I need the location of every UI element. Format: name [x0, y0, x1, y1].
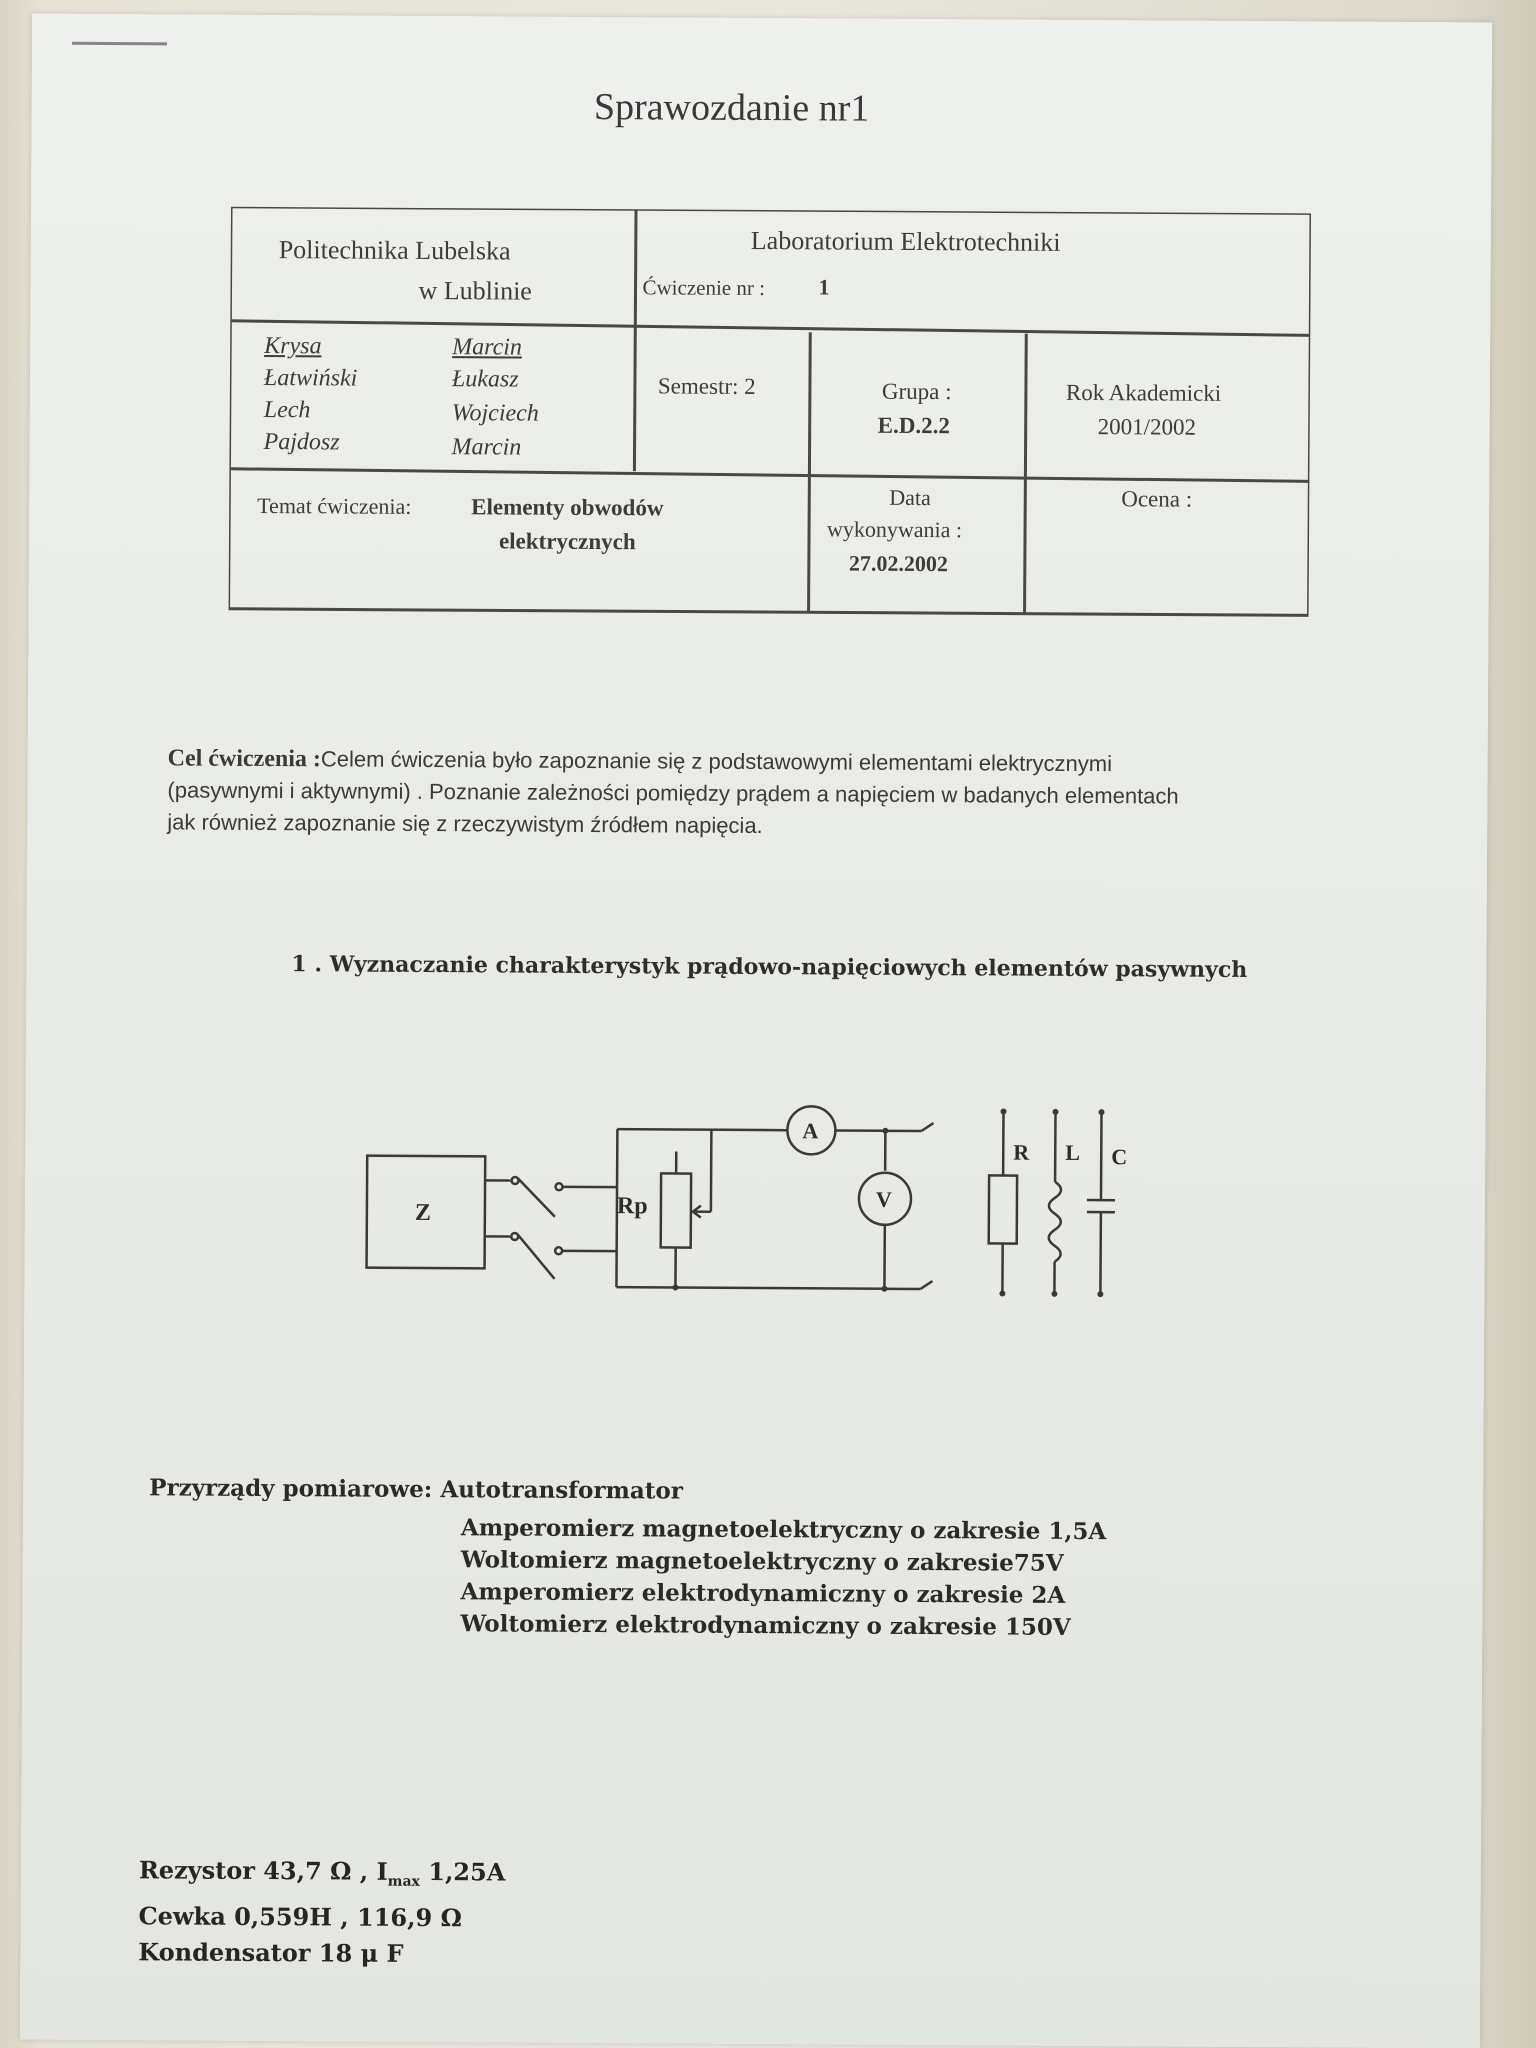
aim-line-2: (pasywnymi i aktywnymi) . Poznanie zależności pomiędzy prądem a napięciem w badanych elementach [167, 777, 1179, 809]
semester-label: Semestr: 2 [657, 373, 756, 399]
group-label: Grupa : [881, 378, 952, 405]
student-surname-1: Krysa [264, 332, 322, 360]
voltmeter-label: V [875, 1186, 892, 1212]
topic-line-1: Elementy obwodów [471, 494, 664, 521]
aim-label: Cel ćwiczenia : [167, 745, 322, 773]
instrument-item: Woltomierz elektrodynamiczny o zakresie 150V [460, 1610, 1071, 1641]
group-value: E.D.2.2 [877, 412, 950, 439]
resistor-params-prefix: Rezystor 43,7 Ω , I [138, 1855, 388, 1886]
instrument-item: Woltomierz magnetoelektryczny o zakresie75V [460, 1546, 1064, 1577]
rheostat-body [661, 1173, 691, 1247]
resistor-parameters [139, 1852, 506, 1900]
student-name-2: Łukasz [451, 366, 519, 393]
student-name-1: Marcin [452, 334, 523, 361]
coil-parameters: Cewka 0,559H , 116,9 Ω [138, 1901, 463, 1933]
document-page [20, 14, 1492, 2048]
instrument-autotransformer: Autotransformator [440, 1476, 683, 1505]
academic-year-label: Rok Akademicki [1065, 379, 1222, 406]
header-table-grid [229, 207, 1311, 620]
resistor-params-subscript: max [387, 1873, 420, 1890]
inductor-symbol [1049, 1182, 1061, 1262]
circuit-schematic [354, 1086, 1155, 1311]
lab-name: Laboratorium Elektrotechniki [750, 225, 1061, 257]
source-label: Z [414, 1199, 431, 1227]
topic-label: Temat ćwiczenia: [257, 492, 412, 519]
ammeter-label: A [802, 1118, 819, 1144]
student-surname-3: Lech [263, 396, 311, 424]
capacitor-label: C [1111, 1144, 1128, 1170]
circuit-diagram [354, 1086, 1155, 1311]
inductor-label: L [1065, 1139, 1081, 1165]
date-label-line-2: wykonywania : [826, 516, 963, 543]
section-heading: 1 . Wyznaczanie charakterystyk prądowo-napięciowych elementów pasywnych [291, 951, 1248, 983]
grade-label: Ocena : [1121, 486, 1193, 512]
student-surname-4: Pajdosz [263, 428, 340, 456]
academic-year-value: 2001/2002 [1097, 414, 1197, 440]
date-value: 27.02.2002 [848, 550, 948, 577]
university-name: Politechnika Lubelska [278, 235, 511, 266]
instrument-item: Amperomierz magnetoelektryczny o zakresie 1,5A [460, 1514, 1107, 1546]
instruments-label: Przyrządy pomiarowe: [149, 1474, 433, 1504]
capacitor-parameters: Kondensator 18 μ F [138, 1937, 404, 1968]
university-city: w Lublinie [418, 275, 532, 306]
instruments-list [460, 1512, 1106, 1644]
aim-line-3: jak również zapoznanie się z rzeczywistym źródłem napięcia. [167, 809, 763, 839]
exercise-number: 1 [818, 274, 830, 300]
header-table [229, 207, 1311, 620]
aim-paragraph [167, 742, 1398, 846]
rheostat-label: Rp [616, 1193, 648, 1220]
student-name-3: Wojciech [451, 400, 539, 427]
topic-line-2: elektrycznych [498, 528, 636, 555]
instrument-item: Amperomierz elektrodynamiczny o zakresie 2A [460, 1578, 1066, 1609]
pen-mark [72, 42, 167, 46]
student-name-4: Marcin [451, 434, 522, 461]
student-surname-2: Łatwiński [263, 364, 358, 392]
instruments-heading [149, 1474, 683, 1504]
date-label-line-1: Data [889, 484, 931, 511]
exercise-label: Ćwiczenie nr : [642, 275, 766, 301]
report-title: Sprawozdanie nr1 [593, 85, 870, 130]
element-parameters [138, 1852, 505, 1972]
resistor-label: R [1013, 1139, 1030, 1165]
aim-text-1: Celem ćwiczenia było zapoznanie się z podstawowymi elementami elektrycznymi [320, 746, 1113, 777]
resistor-symbol [989, 1175, 1017, 1243]
resistor-params-suffix: 1,25A [419, 1856, 506, 1887]
